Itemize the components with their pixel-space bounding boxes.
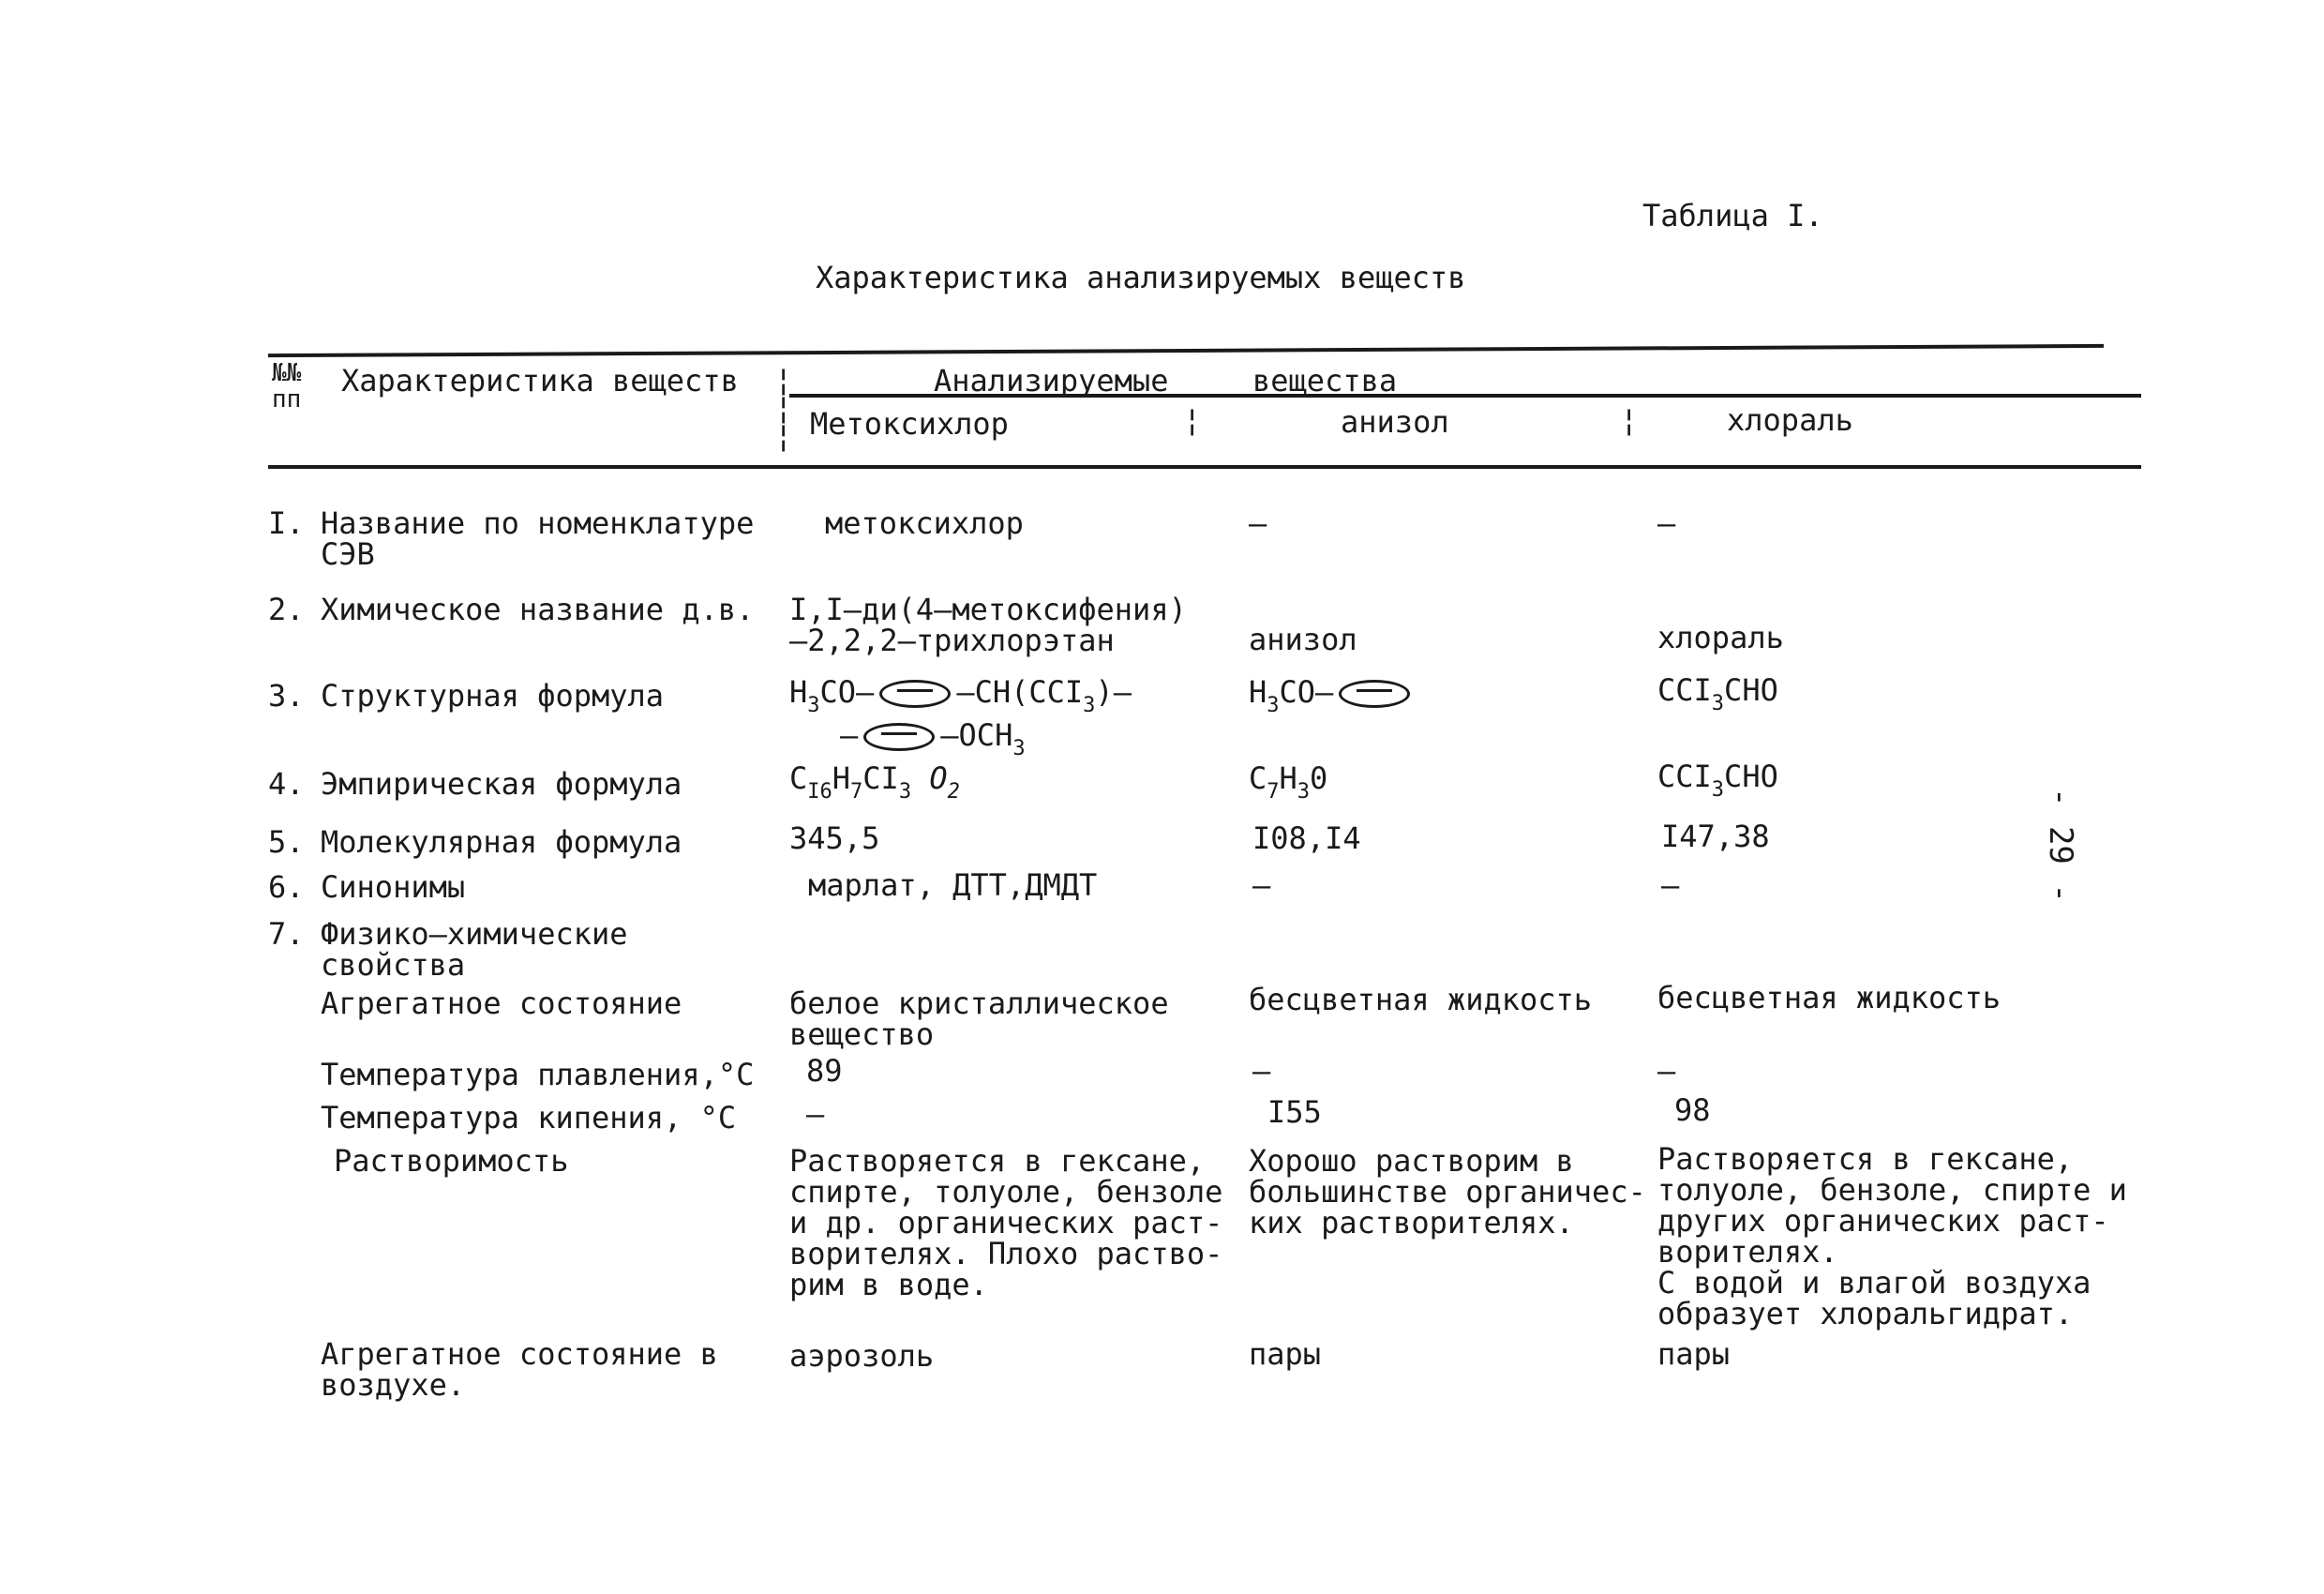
benzene-ring-icon xyxy=(863,723,935,751)
formula-methoxychlor-empirical xyxy=(789,760,960,804)
row-label: Агрегатное состояние в воздухе. xyxy=(321,1336,718,1403)
formula-part: )– xyxy=(1095,674,1132,710)
formula-chloral-empirical xyxy=(1657,759,1778,802)
cell-anisole: – xyxy=(1252,867,1271,903)
header-separator: ¦ ¦ ¦ xyxy=(774,362,793,454)
cell-anisole: I08,I4 xyxy=(1252,820,1361,856)
formula-part: C xyxy=(789,760,808,796)
header-group-b: вещества xyxy=(1252,363,1398,398)
cell-anisole: I55 xyxy=(1267,1094,1322,1130)
formula-subscript: I6 xyxy=(807,780,832,804)
formula-part: H xyxy=(789,674,808,710)
formula-methoxychlor-line1 xyxy=(789,674,1132,717)
row-number: 7. xyxy=(268,916,305,952)
header-bottom-rule xyxy=(268,465,2141,469)
formula-subscript: 3 xyxy=(1711,778,1725,802)
formula-chloral xyxy=(1657,672,1778,715)
formula-part: H xyxy=(832,760,851,796)
row-label: Агрегатное состояние xyxy=(321,985,682,1021)
cell-anisole: анизол xyxy=(1249,622,1357,657)
header-top-rule xyxy=(268,344,2104,357)
row-label: Температура кипения, °C xyxy=(321,1100,737,1135)
formula-part: –CH(CCI xyxy=(956,674,1084,710)
formula-part: CCI xyxy=(1657,672,1712,708)
row-label: Физико–химические свойства xyxy=(321,916,628,983)
header-separator: ¦ xyxy=(1183,402,1202,438)
cell-anisole: Хорошо растворим в большинстве органичес- ких растворителях. xyxy=(1249,1143,1646,1241)
cell-chloral: пары xyxy=(1657,1336,1731,1372)
formula-anisole xyxy=(1249,674,1416,717)
formula-subscript: 3 xyxy=(1012,737,1026,760)
formula-subscript: 7 xyxy=(850,780,863,804)
cell-methoxychlor: аэрозоль xyxy=(789,1338,935,1374)
formula-part: CI xyxy=(862,760,899,796)
row-label: Температура плавления,°C xyxy=(321,1057,755,1092)
cell-anisole: – xyxy=(1252,1053,1271,1089)
header-sub3: хлораль xyxy=(1727,402,1853,438)
formula-part: H xyxy=(1249,674,1267,710)
formula-part: –OCH xyxy=(940,717,1013,753)
row-label: Растворимость xyxy=(334,1143,569,1179)
cell-methoxychlor: 345,5 xyxy=(789,820,880,856)
cell-chloral: бесцветная жидкость xyxy=(1657,980,2002,1015)
formula-methoxychlor-line2 xyxy=(840,717,1026,760)
formula-part: CO– xyxy=(819,674,875,710)
cell-chloral: – xyxy=(1657,505,1676,541)
formula-subscript: 3 xyxy=(1711,692,1725,715)
formula-subscript: 3 xyxy=(898,780,912,804)
cell-chloral: Растворяется в гексане, толуоле, бензоле, спирте и других органических раст- ворителях. С водой и влагой воздуха образует хлоральгидрат. xyxy=(1657,1141,2127,1331)
cell-methoxychlor: метоксихлор xyxy=(825,505,1024,541)
table-label: Таблица I. xyxy=(1642,198,1823,233)
formula-part: – xyxy=(840,717,859,753)
formula-part: CCI xyxy=(1657,759,1712,794)
cell-methoxychlor: белое кристаллическое вещество xyxy=(789,985,1169,1052)
cell-chloral: I47,38 xyxy=(1661,819,1770,854)
cell-methoxychlor: – xyxy=(806,1096,825,1132)
formula-subscript: 3 xyxy=(807,694,820,717)
formula-part: O xyxy=(929,760,948,796)
cell-anisole: пары xyxy=(1249,1336,1322,1372)
benzene-ring-icon xyxy=(1339,680,1410,708)
row-number: 4. xyxy=(268,766,305,802)
row-label: Эмпирическая формула xyxy=(321,766,682,802)
cell-methoxychlor: Растворяется в гексане, спирте, толуоле, бензоле и др. органических раст- ворителях. Плохо раство- рим в воде. xyxy=(789,1143,1223,1302)
cell-chloral: – xyxy=(1661,867,1680,903)
row-number: I. xyxy=(268,505,305,541)
header-group-a: Анализируемые xyxy=(934,363,1169,398)
cell-methoxychlor: I,I–ди(4–метоксифения) –2,2,2–трихлорэтан xyxy=(789,592,1187,658)
formula-part: CO– xyxy=(1279,674,1334,710)
table-title: Характеристика анализируемых веществ xyxy=(816,260,1466,295)
row-number: 6. xyxy=(268,869,305,905)
row-label: Название по номенклатуре СЭВ xyxy=(321,505,755,572)
header-sub2: анизол xyxy=(1341,404,1449,440)
row-label: Химическое название д.в. xyxy=(321,592,755,627)
formula-part: 0 xyxy=(1310,760,1328,796)
cell-chloral: – xyxy=(1657,1053,1676,1089)
header-sub1: Метоксихлор xyxy=(810,406,1009,442)
formula-anisole-empirical xyxy=(1249,760,1328,804)
row-number: 3. xyxy=(268,678,305,714)
formula-part: CHO xyxy=(1724,759,1778,794)
row-label: Молекулярная формула xyxy=(321,824,682,860)
benzene-ring-icon xyxy=(879,680,951,708)
formula-subscript: 2 xyxy=(947,780,960,804)
page-number: - 29 - xyxy=(2042,788,2079,903)
formula-part: H xyxy=(1279,760,1297,796)
header-num: №№ пп xyxy=(272,359,302,414)
cell-chloral: 98 xyxy=(1674,1092,1711,1128)
formula-subscript: 3 xyxy=(1083,694,1096,717)
formula-subscript: 3 xyxy=(1267,694,1280,717)
cell-methoxychlor: 89 xyxy=(806,1053,843,1089)
cell-anisole: бесцветная жидкость xyxy=(1249,982,1593,1017)
formula-subscript: 3 xyxy=(1297,780,1311,804)
formula-subscript: 7 xyxy=(1267,780,1280,804)
cell-anisole: – xyxy=(1249,505,1267,541)
formula-part: C xyxy=(1249,760,1267,796)
header-char-col: Характеристика веществ xyxy=(341,363,739,398)
row-label: Синонимы xyxy=(321,869,466,905)
row-label: Структурная формула xyxy=(321,678,665,714)
header-separator: ¦ xyxy=(1620,402,1639,438)
cell-chloral: хлораль xyxy=(1657,620,1784,655)
row-number: 5. xyxy=(268,824,305,860)
cell-methoxychlor: марлат, ДТТ,ДМДТ xyxy=(808,867,1098,903)
row-number: 2. xyxy=(268,592,305,627)
formula-part: CHO xyxy=(1724,672,1778,708)
